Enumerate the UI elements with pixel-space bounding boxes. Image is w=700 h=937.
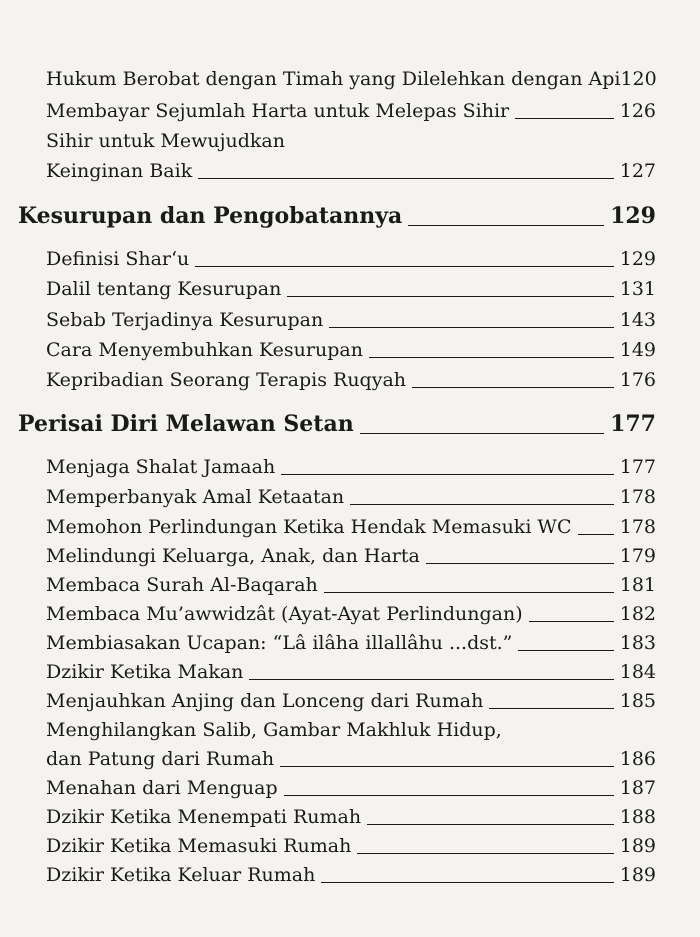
toc-entry bbox=[46, 539, 656, 567]
entry-title: Definisi Shar‘u bbox=[46, 248, 190, 270]
entry-title: Hukum Berobat dengan Timah yang Dilelehkan dengan Api bbox=[46, 68, 621, 90]
dot-leader bbox=[515, 118, 614, 119]
dot-leader bbox=[367, 824, 614, 825]
entry-page: 127 bbox=[619, 160, 656, 182]
toc-entry bbox=[46, 771, 656, 799]
entry-title: Dzikir Ketika Keluar Rumah bbox=[46, 864, 316, 886]
entry-title: Sebab Terjadinya Kesurupan bbox=[46, 309, 324, 331]
entry-page: 178 bbox=[619, 486, 656, 508]
toc-entry bbox=[46, 480, 656, 508]
entry-page: 189 bbox=[619, 835, 656, 857]
toc-entry bbox=[46, 713, 656, 741]
entry-title: Membiasakan Ucapan: “Lâ ilâha illallâhu ...dst.” bbox=[46, 632, 513, 654]
entry-page: 176 bbox=[619, 369, 656, 391]
toc-entry bbox=[46, 655, 656, 683]
entry-page: 189 bbox=[619, 864, 656, 886]
toc-entry bbox=[46, 242, 656, 270]
dot-leader bbox=[529, 621, 614, 622]
entry-title: Dzikir Ketika Menempati Rumah bbox=[46, 806, 362, 828]
entry-title: Cara Menyembuhkan Kesurupan bbox=[46, 339, 363, 361]
entry-title: Dzikir Ketika Memasuki Rumah bbox=[46, 835, 352, 857]
entry-page: 183 bbox=[619, 632, 656, 654]
dot-leader bbox=[489, 708, 613, 709]
entry-page: 184 bbox=[619, 661, 656, 683]
toc-entry bbox=[46, 510, 656, 538]
dot-leader bbox=[329, 327, 613, 328]
toc-section-heading bbox=[18, 405, 656, 437]
dot-leader bbox=[195, 266, 613, 267]
entry-page: 126 bbox=[619, 100, 656, 122]
toc-section-heading bbox=[18, 197, 656, 229]
dot-leader bbox=[287, 296, 613, 297]
entry-page: 149 bbox=[619, 339, 656, 361]
entry-page: 181 bbox=[619, 574, 656, 596]
toc-entry bbox=[46, 303, 656, 331]
entry-title: Kepribadian Seorang Terapis Ruqyah bbox=[46, 369, 407, 391]
dot-leader bbox=[321, 882, 613, 883]
entry-page: 143 bbox=[619, 309, 656, 331]
toc-entry bbox=[46, 363, 656, 391]
toc-entry bbox=[46, 272, 656, 300]
entry-title: Sihir untuk Mewujudkan bbox=[46, 130, 285, 152]
toc-entry bbox=[46, 568, 656, 596]
entry-title: Menghilangkan Salib, Gambar Makhluk Hidup, bbox=[46, 719, 502, 741]
entry-page: 188 bbox=[619, 806, 656, 828]
toc-entry bbox=[46, 742, 656, 770]
toc-entry bbox=[46, 626, 656, 654]
toc-entry bbox=[46, 800, 656, 828]
entry-page: 129 bbox=[619, 248, 656, 270]
section-title: Perisai Diri Melawan Setan bbox=[18, 411, 354, 437]
entry-title: Menjaga Shalat Jamaah bbox=[46, 456, 276, 478]
entry-page: 120 bbox=[620, 68, 657, 90]
entry-page: 187 bbox=[619, 777, 656, 799]
dot-leader bbox=[324, 592, 614, 593]
entry-title: Menahan dari Menguap bbox=[46, 777, 278, 799]
entry-page: 182 bbox=[619, 603, 656, 625]
entry-page: 178 bbox=[619, 516, 656, 538]
entry-page: 179 bbox=[619, 545, 656, 567]
dot-leader bbox=[198, 178, 614, 179]
section-title: Kesurupan dan Pengobatannya bbox=[18, 203, 403, 229]
toc-entry bbox=[46, 333, 656, 361]
entry-page: 177 bbox=[619, 456, 656, 478]
dot-leader bbox=[281, 474, 614, 475]
toc-entry bbox=[46, 450, 656, 478]
toc-entry bbox=[46, 684, 656, 712]
entry-title: Membaca Mu’awwidzât (Ayat-Ayat Perlindungan) bbox=[46, 603, 523, 625]
entry-title: Membaca Surah Al-Baqarah bbox=[46, 574, 318, 596]
entry-page: 131 bbox=[619, 278, 656, 300]
dot-leader bbox=[578, 534, 614, 535]
toc-entry bbox=[46, 154, 656, 182]
dot-leader bbox=[369, 357, 614, 358]
entry-title: dan Patung dari Rumah bbox=[46, 748, 275, 770]
dot-leader bbox=[284, 795, 614, 796]
entry-title: Melindungi Keluarga, Anak, dan Harta bbox=[46, 545, 420, 567]
dot-leader bbox=[249, 679, 613, 680]
entry-title: Dalil tentang Kesurupan bbox=[46, 278, 282, 300]
toc-entry bbox=[46, 124, 656, 152]
toc-entry bbox=[46, 94, 656, 122]
entry-title: Keinginan Baik bbox=[46, 160, 193, 182]
entry-title: Membayar Sejumlah Harta untuk Melepas Sihir bbox=[46, 100, 510, 122]
dot-leader bbox=[357, 853, 613, 854]
dot-leader bbox=[360, 433, 604, 434]
toc-entry bbox=[46, 62, 656, 90]
dot-leader bbox=[426, 563, 614, 564]
dot-leader bbox=[408, 225, 604, 226]
entry-page: 185 bbox=[619, 690, 656, 712]
entry-page: 186 bbox=[619, 748, 656, 770]
entry-title: Dzikir Ketika Makan bbox=[46, 661, 244, 683]
dot-leader bbox=[280, 766, 614, 767]
dot-leader bbox=[412, 387, 614, 388]
entry-title: Memohon Perlindungan Ketika Hendak Memasuki WC bbox=[46, 516, 572, 538]
section-page: 129 bbox=[610, 203, 656, 229]
toc-entry bbox=[46, 597, 656, 625]
dot-leader bbox=[350, 504, 614, 505]
entry-title: Memperbanyak Amal Ketaatan bbox=[46, 486, 345, 508]
entry-title: Menjauhkan Anjing dan Lonceng dari Rumah bbox=[46, 690, 484, 712]
toc-entry bbox=[46, 829, 656, 857]
dot-leader bbox=[518, 650, 613, 651]
toc-entry bbox=[46, 858, 656, 886]
section-page: 177 bbox=[610, 411, 656, 437]
